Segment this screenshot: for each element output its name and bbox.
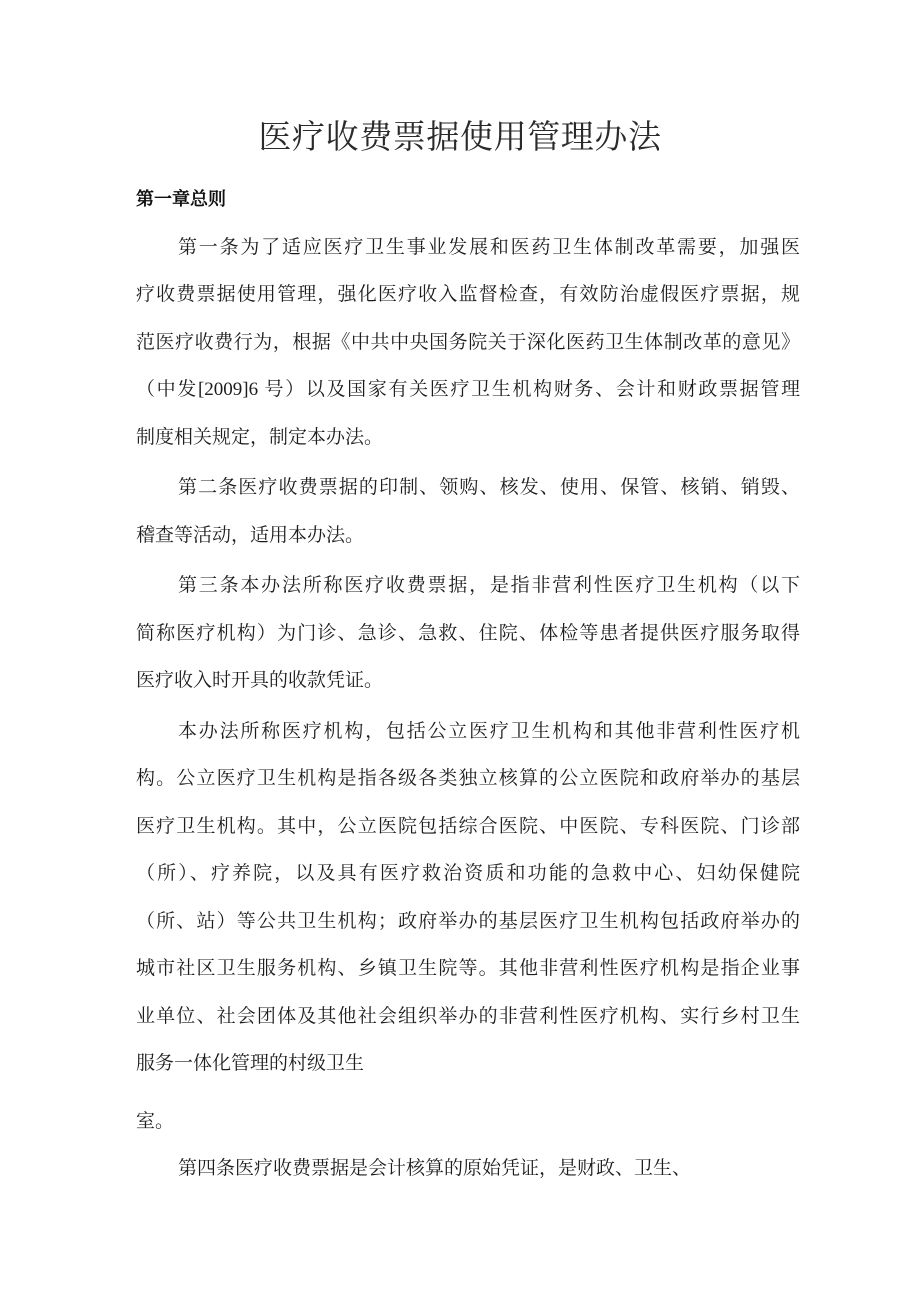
scope-line-8: 服务一体化管理的村级卫生 bbox=[136, 1053, 365, 1074]
scope-line-9: 室。 bbox=[136, 1110, 175, 1132]
document-title: 医疗收费票据使用管理办法 bbox=[258, 120, 662, 156]
article-3-line-1: 第三条本办法所称医疗收费票据，是指非营利性医疗卫生机构（以下 bbox=[178, 575, 800, 596]
article-1-line-3: 范医疗收费行为，根据《中共中央国务院关于深化医药卫生体制改革的意见》 bbox=[136, 331, 800, 353]
article-4-paragraph bbox=[136, 1145, 800, 1193]
scope-line-4: （所）、疗养院，以及具有医疗救治资质和功能的急救中心、妇幼保健院 bbox=[136, 863, 800, 884]
article-3-paragraph bbox=[136, 562, 800, 705]
article-1-paragraph bbox=[136, 224, 800, 462]
article-1-line-1: 第一条为了适应医疗卫生事业发展和医药卫生体制改革需要，加强医 bbox=[178, 236, 800, 258]
article-2-line-1: 第二条医疗收费票据的印制、领购、核发、使用、保管、核销、销毁、 bbox=[178, 477, 800, 498]
chapter-heading: 第一章总则 bbox=[136, 189, 226, 210]
article-2-paragraph bbox=[136, 464, 800, 559]
article-1-line-2: 疗收费票据使用管理，强化医疗收入监督检查，有效防治虚假医疗票据，规 bbox=[136, 284, 800, 305]
scope-line-1: 本办法所称医疗机构，包括公立医疗卫生机构和其他非营利性医疗机 bbox=[178, 720, 800, 742]
article-1-line-5: 制度相关规定，制定本办法。 bbox=[136, 426, 384, 448]
scope-line-7: 业单位、社会团体及其他社会组织举办的非营利性医疗机构、实行乡村卫生 bbox=[136, 1005, 800, 1027]
article-4-line-1: 第四条医疗收费票据是会计核算的原始凭证，是财政、卫生、 bbox=[178, 1158, 692, 1179]
scope-line-3: 医疗卫生机构。其中，公立医院包括综合医院、中医院、专科医院、门诊部 bbox=[136, 815, 800, 837]
scope-continuation bbox=[136, 1098, 800, 1146]
article-3-line-3: 医疗收入时开具的收款凭证。 bbox=[136, 670, 384, 691]
article-3-line-2: 简称医疗机构）为门诊、急诊、急救、住院、体检等患者提供医疗服务取得 bbox=[136, 622, 800, 644]
document-body bbox=[136, 176, 800, 1193]
scope-line-5: （所、站）等公共卫生机构；政府举办的基层医疗卫生机构包括政府举办的 bbox=[136, 910, 800, 932]
article-3-scope-paragraph bbox=[136, 708, 800, 1088]
scope-line-2: 构。公立医疗卫生机构是指各级各类独立核算的公立医院和政府举办的基层 bbox=[136, 768, 800, 789]
scope-line-6: 城市社区卫生服务机构、乡镇卫生院等。其他非营利性医疗机构是指企业事 bbox=[136, 958, 800, 979]
article-2-line-2: 稽查等活动，适用本办法。 bbox=[136, 524, 365, 546]
article-1-line-4: （中发[2009]6 号）以及国家有关医疗卫生机构财务、会计和财政票据管理 bbox=[136, 379, 800, 400]
